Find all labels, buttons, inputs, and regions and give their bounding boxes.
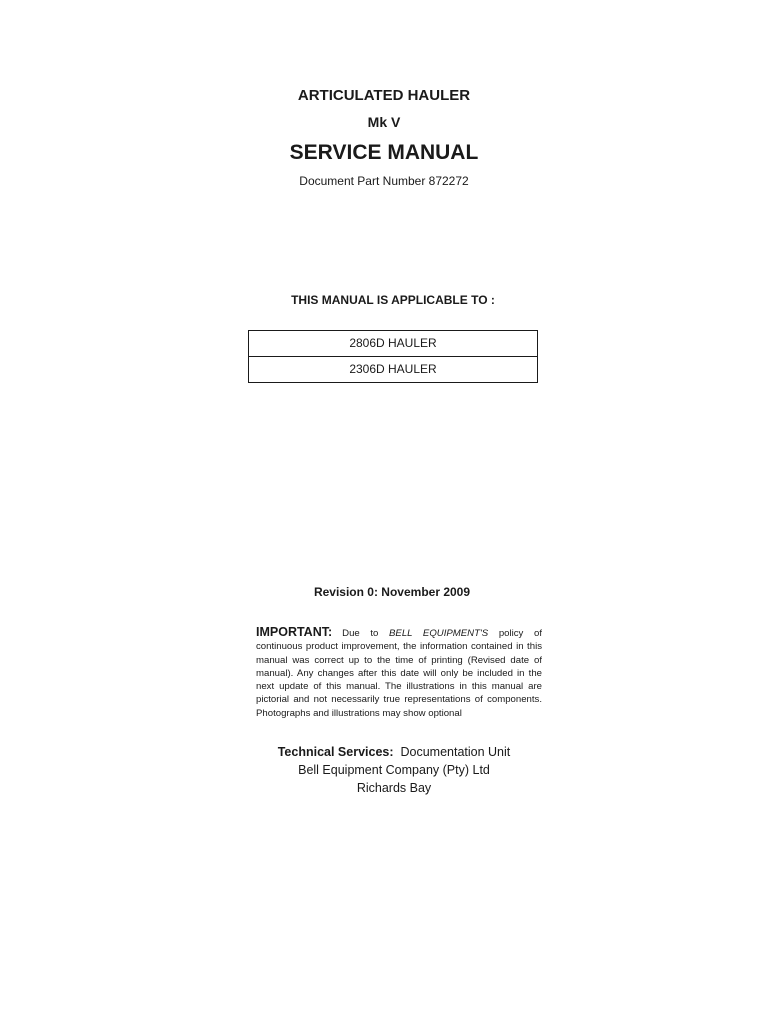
revision-line: Revision 0: November 2009 bbox=[313, 585, 471, 599]
document-part-number: Document Part Number 872272 bbox=[299, 174, 469, 188]
important-text-before: Due to bbox=[342, 628, 390, 639]
applicability-table bbox=[248, 330, 538, 383]
product-mark: Mk V bbox=[367, 114, 401, 130]
important-notice bbox=[256, 626, 542, 721]
contact-location: Richards Bay bbox=[356, 781, 432, 795]
contact-unit: Documentation Unit bbox=[400, 745, 511, 759]
important-label: IMPORTANT: bbox=[256, 626, 333, 639]
model-row: 2806D HAULER bbox=[349, 336, 437, 350]
contact-company: Bell Equipment Company (Pty) Ltd bbox=[298, 763, 490, 777]
contact-line-1 bbox=[256, 743, 532, 761]
contact-label: Technical Services: bbox=[277, 745, 394, 759]
important-company: BELL EQUIPMENT'S bbox=[389, 628, 489, 639]
contact-block bbox=[256, 743, 532, 797]
important-text-after: policy of continuous product improvement, the information contained in this manual was correct up to the time of printing (Revised date of manual). Any changes after this date will only be included in the next update of this manual. The illustrations in this manual are pictorial and not necessarily true representations of components. Photographs and illustrations may show optional bbox=[256, 628, 542, 719]
product-line: ARTICULATED HAULER bbox=[297, 87, 471, 104]
applicability-heading: THIS MANUAL IS APPLICABLE TO : bbox=[291, 293, 495, 307]
page-title: SERVICE MANUAL bbox=[289, 141, 479, 164]
model-row: 2306D HAULER bbox=[249, 356, 537, 382]
